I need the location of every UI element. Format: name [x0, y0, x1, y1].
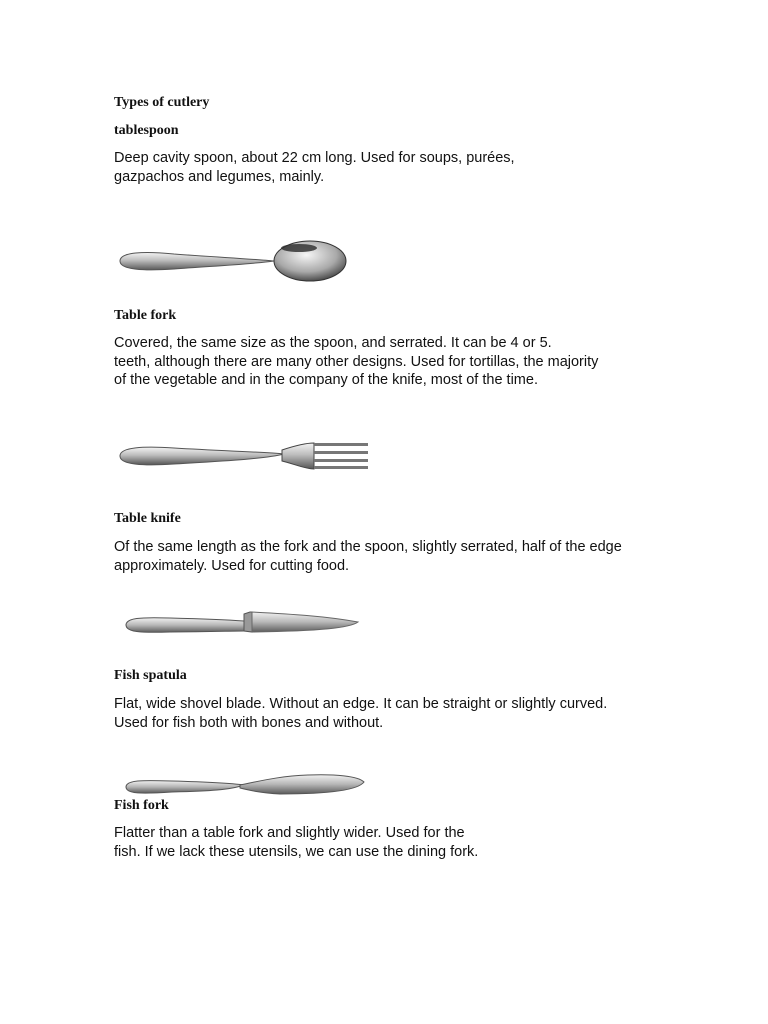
section-heading-fish-spatula: Fish spatula — [114, 668, 187, 683]
text-line: Covered, the same size as the spoon, and serrated. It can be 4 or 5. — [114, 335, 552, 351]
text-line: Of the same length as the fork and the spoon, slightly serrated, half of the edge — [114, 539, 622, 555]
section-text-fish-spatula — [114, 695, 607, 732]
section-text-table-knife — [114, 538, 622, 575]
section-text-fish-fork — [114, 824, 478, 861]
text-line: Used for fish both with bones and without. — [114, 714, 384, 731]
document-title: Types of cutlery — [114, 95, 210, 110]
text-line: fish. If we lack these utensils, we can use the dining fork. — [114, 843, 479, 860]
section-heading-table-fork: Table fork — [114, 308, 177, 323]
section-heading-tablespoon: tablespoon — [114, 123, 179, 138]
section-heading-table-knife: Table knife — [114, 511, 181, 526]
text-line: Deep cavity spoon, about 22 cm long. Used for soups, purées, — [114, 150, 515, 166]
knife-icon — [120, 606, 364, 638]
text-line: of the vegetable and in the company of the knife, most of the time. — [114, 372, 538, 388]
spoon-icon — [114, 234, 378, 286]
section-heading-fish-fork: Fish fork — [114, 798, 169, 813]
section-text-table-fork — [114, 334, 598, 390]
text-line: teeth, although there are many other designs. Used for tortillas, the majority — [114, 353, 599, 370]
fork-icon — [114, 434, 374, 478]
text-line: Flatter than a table fork and slightly wider. Used for the — [114, 825, 465, 841]
fish-spatula-icon — [120, 770, 370, 800]
section-text-tablespoon — [114, 149, 515, 186]
text-line: Flat, wide shovel blade. Without an edge. It can be straight or slightly curved. — [114, 696, 608, 712]
text-line: approximately. Used for cutting food. — [114, 557, 350, 574]
text-line: gazpachos and legumes, mainly. — [114, 168, 325, 185]
